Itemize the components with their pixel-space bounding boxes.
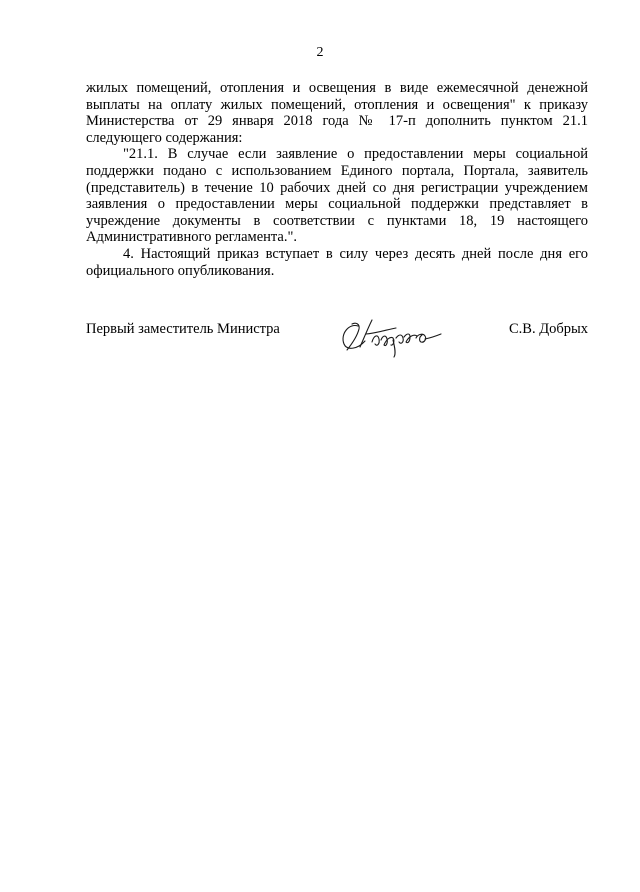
- paragraph-continuation: жилых помещений, отопления и освещения в виде ежемесячной денежной выплаты на оплату жилых помещений, отопления и освещения" к приказу Министерства от 29 января 2018 года № 17-п дополнить пунктом 21.1 следующего содержания:: [86, 80, 588, 146]
- page-number: 2: [316, 45, 324, 60]
- signatory-position: Первый заместитель Министра: [86, 321, 280, 337]
- paragraph-clause-21-1: "21.1. В случае если заявление о предоставлении меры социальной поддержки подано с использованием Единого портала, Портала, заявитель (представитель) в течение 10 рабочих дней со дня регистрации учреждением заявления о предоставлении меры социальной поддержки представляет в учреждение документы в соответствии с пунктами 18, 19 настоящего Административного регламента.".: [86, 146, 588, 246]
- signatory-name: С.В. Добрых: [509, 321, 588, 337]
- document-body: [86, 80, 588, 279]
- handwritten-signature: [338, 314, 452, 358]
- signature-block: [86, 320, 588, 356]
- paragraph-clause-4: 4. Настоящий приказ вступает в силу через десять дней после дня его официального опубликования.: [86, 245, 588, 279]
